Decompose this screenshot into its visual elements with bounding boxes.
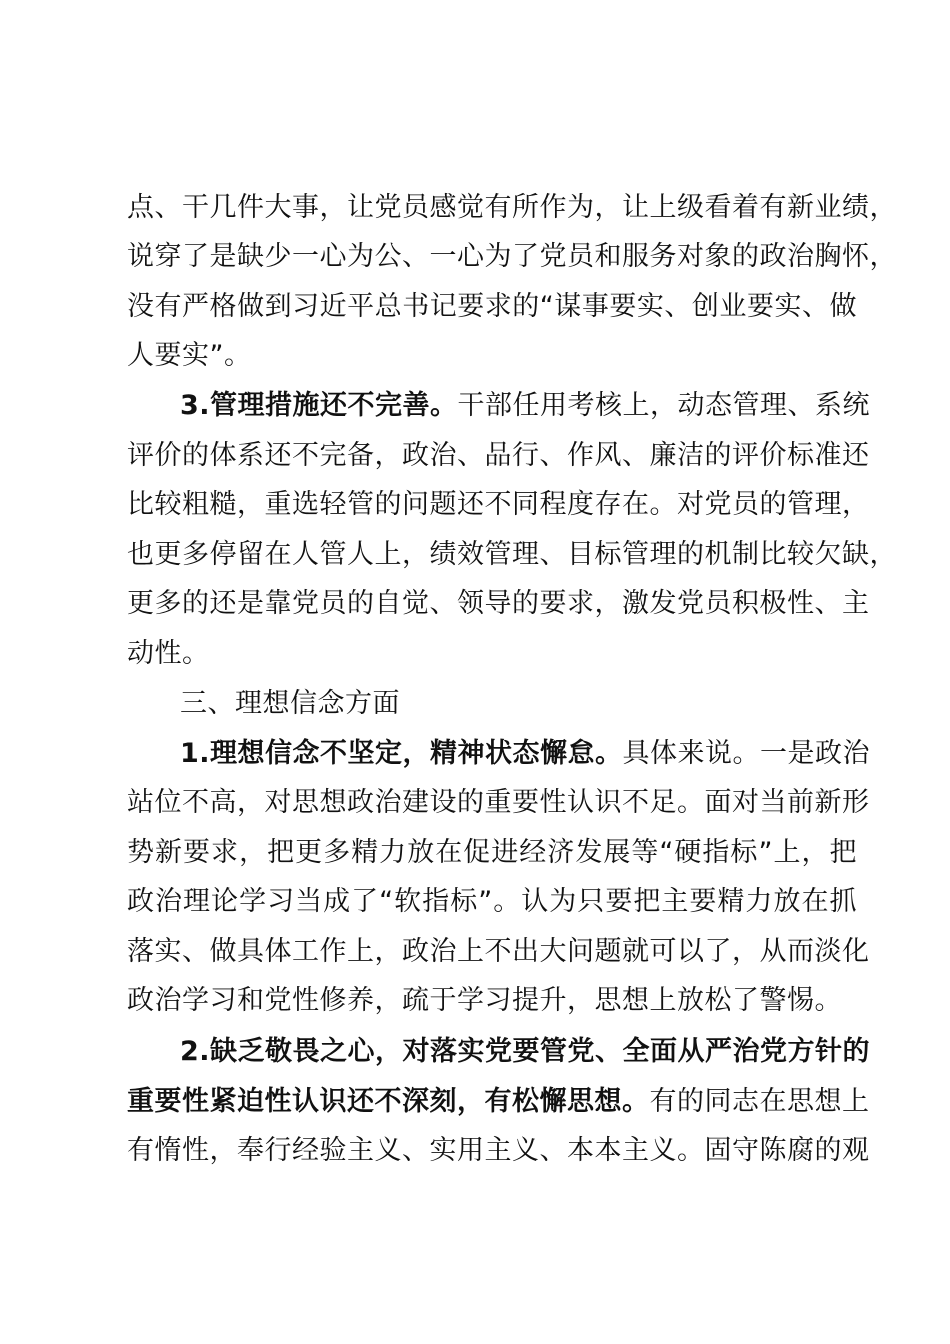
paragraph-line [127, 785, 870, 821]
paragraph-line [180, 1034, 871, 1070]
line-text: 干部任用考核上，动态管理、系统 [457, 390, 871, 421]
paragraph-line [127, 190, 897, 226]
paragraph-line [127, 983, 857, 1019]
paragraph-line [127, 835, 857, 871]
paragraph-line [180, 736, 871, 772]
line-text: 比较粗糙，重选轻管的问题还不同程度存在。对党员的管理， [127, 489, 870, 520]
line-text: 动性。 [127, 638, 210, 669]
line-text: 更多的还是靠党员的自觉、领导的要求，激发党员积极性、主 [127, 588, 870, 619]
line-text: 也更多停留在人管人上，绩效管理、目标管理的机制比较欠缺， [127, 539, 897, 570]
paragraph-line [127, 438, 870, 474]
bold-lead: 1.理想信念不坚定，精神状态懈怠。 [180, 738, 623, 769]
line-text: 落实、做具体工作上，政治上不出大问题就可以了，从而淡化 [127, 936, 870, 967]
line-text: 势新要求，把更多精力放在促进经济发展等“硬指标”上，把 [127, 837, 857, 868]
line-text: 政治理论学习当成了“软指标”。认为只要把主要精力放在抓 [127, 886, 857, 917]
line-text: 有惰性，奉行经验主义、实用主义、本本主义。固守陈腐的观 [127, 1135, 870, 1166]
paragraph-line [127, 586, 870, 622]
line-text: 没有严格做到习近平总书记要求的“谋事要实、创业要实、做 [127, 291, 857, 322]
paragraph-line [127, 1133, 870, 1169]
bold-lead: 3.管理措施还不完善。 [180, 390, 458, 421]
line-text: 有的同志在思想上 [649, 1086, 870, 1117]
paragraph-line [127, 289, 857, 325]
paragraph-line [180, 388, 871, 424]
line-text: 说穿了是缺少一心为公、一心为了党员和服务对象的政治胸怀， [127, 241, 897, 272]
bold-lead: 重要性紧迫性认识还不深刻，有松懈思想。 [127, 1086, 650, 1117]
paragraph-line [127, 338, 857, 374]
paragraph-line [127, 934, 870, 970]
line-text: 点、干几件大事，让党员感觉有所作为，让上级看着有新业绩， [127, 192, 897, 223]
line-text: 评价的体系还不完备，政治、品行、作风、廉洁的评价标准还 [127, 440, 870, 471]
paragraph-line [127, 636, 857, 672]
line-text: 站位不高，对思想政治建设的重要性认识不足。面对当前新形 [127, 787, 870, 818]
bold-lead: 2.缺乏敬畏之心，对落实党要管党、全面从严治党方针的 [180, 1036, 871, 1067]
line-text: 具体来说。一是政治 [622, 738, 871, 769]
line-text: 人要实”。 [127, 340, 252, 371]
section-heading [180, 686, 857, 722]
paragraph-line [127, 487, 870, 523]
line-text: 政治学习和党性修养，疏于学习提升，思想上放松了警惕。 [127, 985, 842, 1016]
paragraph-line [127, 239, 897, 275]
paragraph-line [127, 537, 897, 573]
line-text: 三、理想信念方面 [180, 688, 400, 719]
paragraph-line [127, 1084, 870, 1120]
paragraph-line [127, 884, 857, 920]
